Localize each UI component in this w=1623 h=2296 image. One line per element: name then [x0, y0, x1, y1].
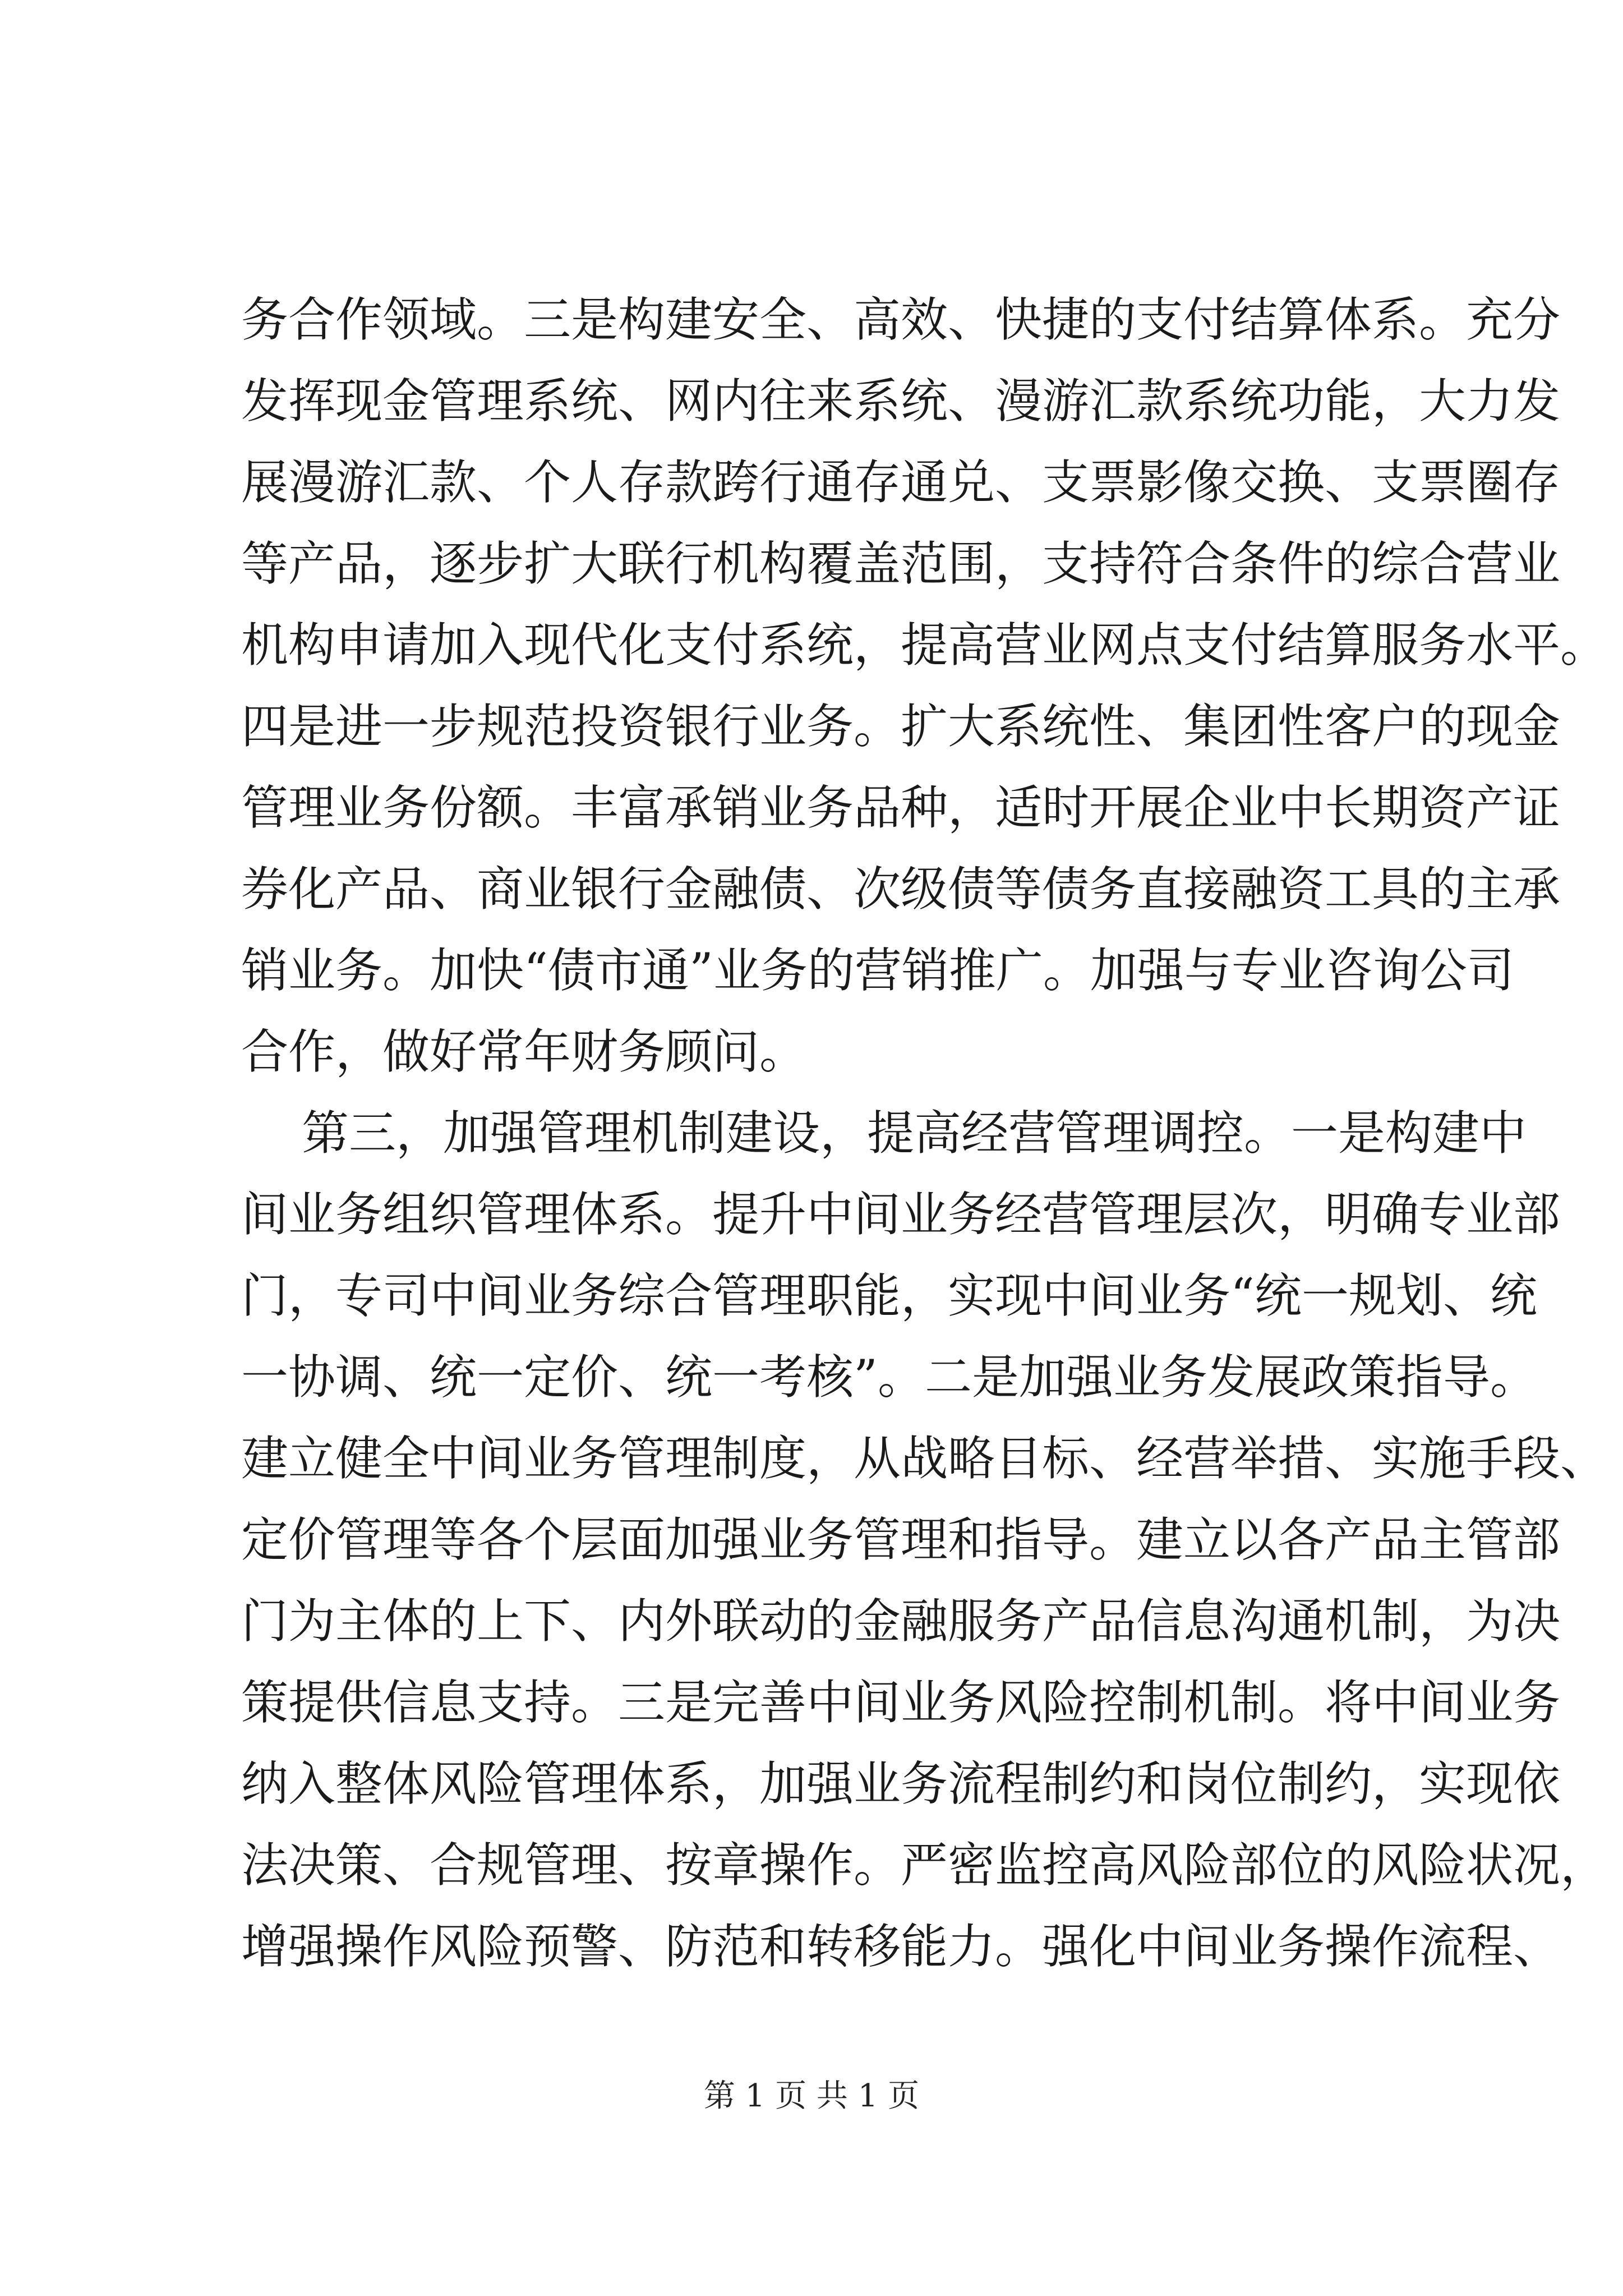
text-line: 务合作领域。三是构建安全、高效、快捷的支付结算体系。充分	[241, 292, 1561, 347]
paragraph-first-line: 第三，加强管理机制建设，提高经营管理调控。一是构建中	[302, 1106, 1527, 1161]
page-number-footer: 第 1 页 共 1 页	[703, 2078, 920, 2114]
text-line: 四是进一步规范投资银行业务。扩大系统性、集团性客户的现金	[241, 699, 1561, 754]
text-line: 合作，做好常年财务顾问。	[241, 1024, 807, 1079]
text-line: 增强操作风险预警、防范和转移能力。强化中间业务操作流程、	[241, 1919, 1561, 1974]
text-line: 等产品，逐步扩大联行机构覆盖范围，支持符合条件的综合营业	[241, 536, 1561, 591]
text-line: 门为主体的上下、内外联动的金融服务产品信息沟通机制，为决	[241, 1594, 1561, 1649]
text-line: 法决策、合规管理、按章操作。严密监控高风险部位的风险状况，	[241, 1838, 1608, 1893]
text-line: 发挥现金管理系统、网内往来系统、漫游汇款系统功能，大力发	[241, 374, 1561, 429]
text-line: 管理业务份额。丰富承销业务品种，适时开展企业中长期资产证	[241, 780, 1561, 835]
text-line: 策提供信息支持。三是完善中间业务风险控制机制。将中间业务	[241, 1675, 1561, 1730]
text-line: 销业务。加快“债市通”业务的营销推广。加强与专业咨询公司	[241, 943, 1514, 998]
text-line: 机构申请加入现代化支付系统，提高营业网点支付结算服务水平。	[241, 618, 1608, 673]
text-line: 展漫游汇款、个人存款跨行通存通兑、支票影像交换、支票圈存	[241, 455, 1561, 510]
text-line: 间业务组织管理体系。提升中间业务经营管理层次，明确专业部	[241, 1187, 1561, 1242]
text-line: 定价管理等各个层面加强业务管理和指导。建立以各产品主管部	[241, 1512, 1561, 1567]
text-line: 券化产品、商业银行金融债、次级债等债务直接融资工具的主承	[241, 862, 1561, 917]
text-line: 门，专司中间业务综合管理职能，实现中间业务“统一规划、统	[241, 1268, 1537, 1323]
text-line: 纳入整体风险管理体系，加强业务流程制约和岗位制约，实现依	[241, 1756, 1561, 1811]
text-line: 一协调、统一定价、统一考核”。二是加强业务发展政策指导。	[241, 1350, 1537, 1405]
text-line: 建立健全中间业务管理制度，从战略目标、经营举措、实施手段、	[241, 1431, 1608, 1486]
